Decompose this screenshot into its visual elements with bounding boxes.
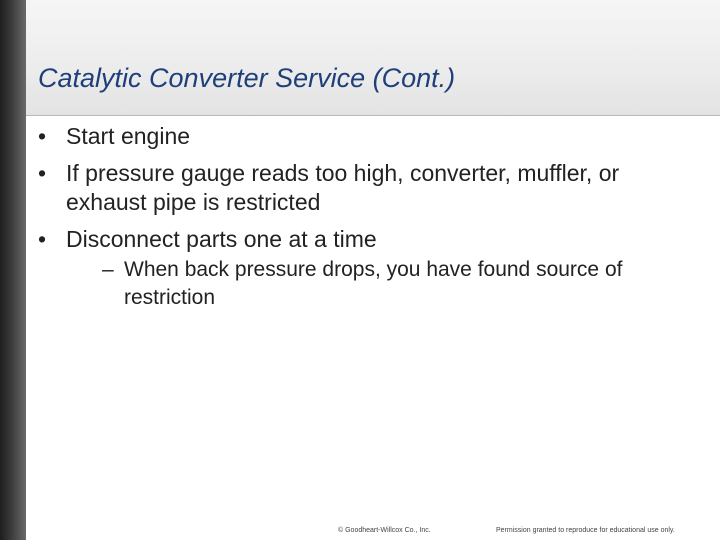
left-decorative-bar bbox=[0, 0, 26, 540]
slide-title: Catalytic Converter Service (Cont.) bbox=[38, 63, 456, 93]
bullet-text: Disconnect parts one at a time bbox=[66, 226, 377, 252]
sub-bullet-text: When back pressure drops, you have found source of restriction bbox=[124, 258, 623, 309]
bullet-text: Start engine bbox=[66, 123, 191, 149]
bullet-item bbox=[38, 122, 698, 151]
footer-copyright: © Goodheart-Willcox Co., Inc. bbox=[338, 527, 431, 534]
bullet-glyph: • bbox=[38, 123, 47, 149]
title-divider bbox=[26, 115, 720, 116]
bullet-glyph: • bbox=[38, 226, 47, 252]
sub-bullet-item bbox=[102, 256, 698, 312]
footer-permission: Permission granted to reproduce for educational use only. bbox=[496, 527, 675, 534]
bullet-glyph: • bbox=[38, 160, 47, 186]
sub-bullet-glyph: – bbox=[102, 258, 114, 281]
bullet-list bbox=[38, 122, 698, 320]
bullet-item bbox=[38, 159, 698, 217]
bullet-item bbox=[38, 225, 698, 312]
bullet-text: If pressure gauge reads too high, converter, muffler, or exhaust pipe is restricted bbox=[66, 160, 620, 215]
title-band bbox=[26, 0, 720, 115]
